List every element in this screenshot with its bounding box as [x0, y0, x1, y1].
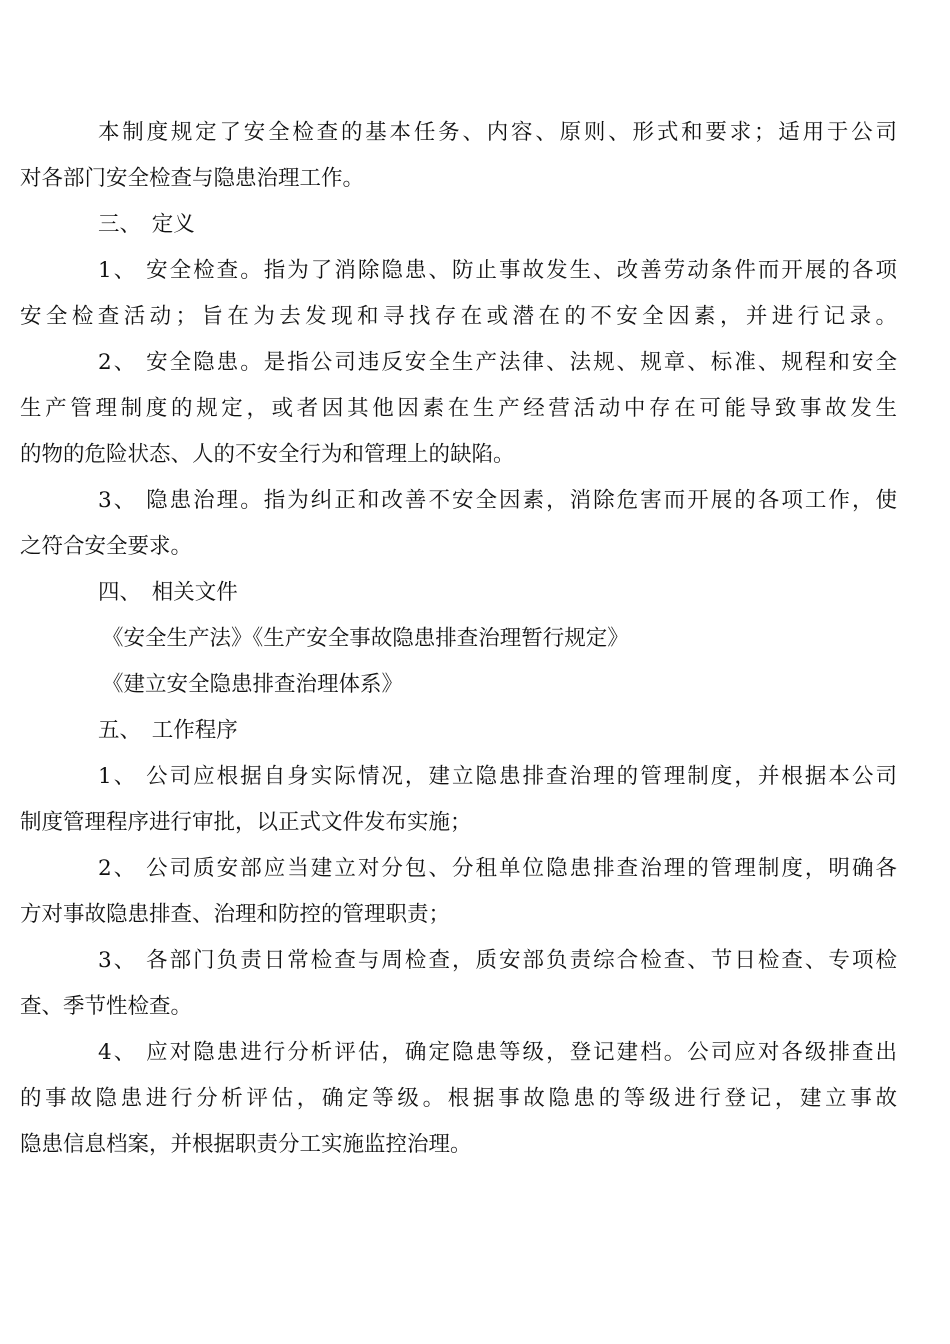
paragraph-line: 4、 应对隐患进行分析评估，确定隐患等级，登记建档。公司应对各级排查出: [98, 1040, 897, 1065]
paragraph-line: 查、季节性检查。: [20, 994, 193, 1019]
reference-document: 《建立安全隐患排查治理体系》: [102, 672, 404, 697]
paragraph-line: 本制度规定了安全检查的基本任务、内容、原则、形式和要求；适用于公司: [98, 120, 897, 145]
paragraph-line: 安全检查活动；旨在为去发现和寻找存在或潜在的不安全因素，并进行记录。: [20, 304, 897, 329]
paragraph-line: 对各部门安全检查与隐患治理工作。: [20, 166, 365, 191]
reference-document: 《安全生产法》《生产安全事故隐患排查治理暂行规定》: [102, 626, 629, 651]
paragraph-line: 隐患信息档案，并根据职责分工实施监控治理。: [20, 1132, 472, 1157]
paragraph-line: 1、 公司应根据自身实际情况，建立隐患排查治理的管理制度，并根据本公司: [98, 764, 897, 789]
paragraph-line: 2、 安全隐患。是指公司违反安全生产法律、法规、规章、标准、规程和安全: [98, 350, 897, 375]
section-heading: 三、 定义: [98, 212, 195, 237]
section-heading: 五、 工作程序: [98, 718, 238, 743]
paragraph-line: 3、 隐患治理。指为纠正和改善不安全因素，消除危害而开展的各项工作，使: [98, 488, 897, 513]
paragraph-line: 3、 各部门负责日常检查与周检查，质安部负责综合检查、节日检查、专项检: [98, 948, 897, 973]
paragraph-line: 的事故隐患进行分析评估，确定等级。根据事故隐患的等级进行登记，建立事故: [20, 1086, 897, 1111]
paragraph-line: 2、 公司质安部应当建立对分包、分租单位隐患排查治理的管理制度，明确各: [98, 856, 897, 881]
paragraph-line: 制度管理程序进行审批，以正式文件发布实施；: [20, 810, 472, 835]
paragraph-line: 1、 安全检查。指为了消除隐患、防止事故发生、改善劳动条件而开展的各项: [98, 258, 897, 283]
paragraph-line: 之符合安全要求。: [20, 534, 193, 559]
paragraph-line: 的物的危险状态、人的不安全行为和管理上的缺陷。: [20, 442, 515, 467]
paragraph-line: 方对事故隐患排查、治理和防控的管理职责；: [20, 902, 451, 927]
section-heading: 四、 相关文件: [98, 580, 238, 605]
paragraph-line: 生产管理制度的规定，或者因其他因素在生产经营活动中存在可能导致事故发生: [20, 396, 897, 421]
